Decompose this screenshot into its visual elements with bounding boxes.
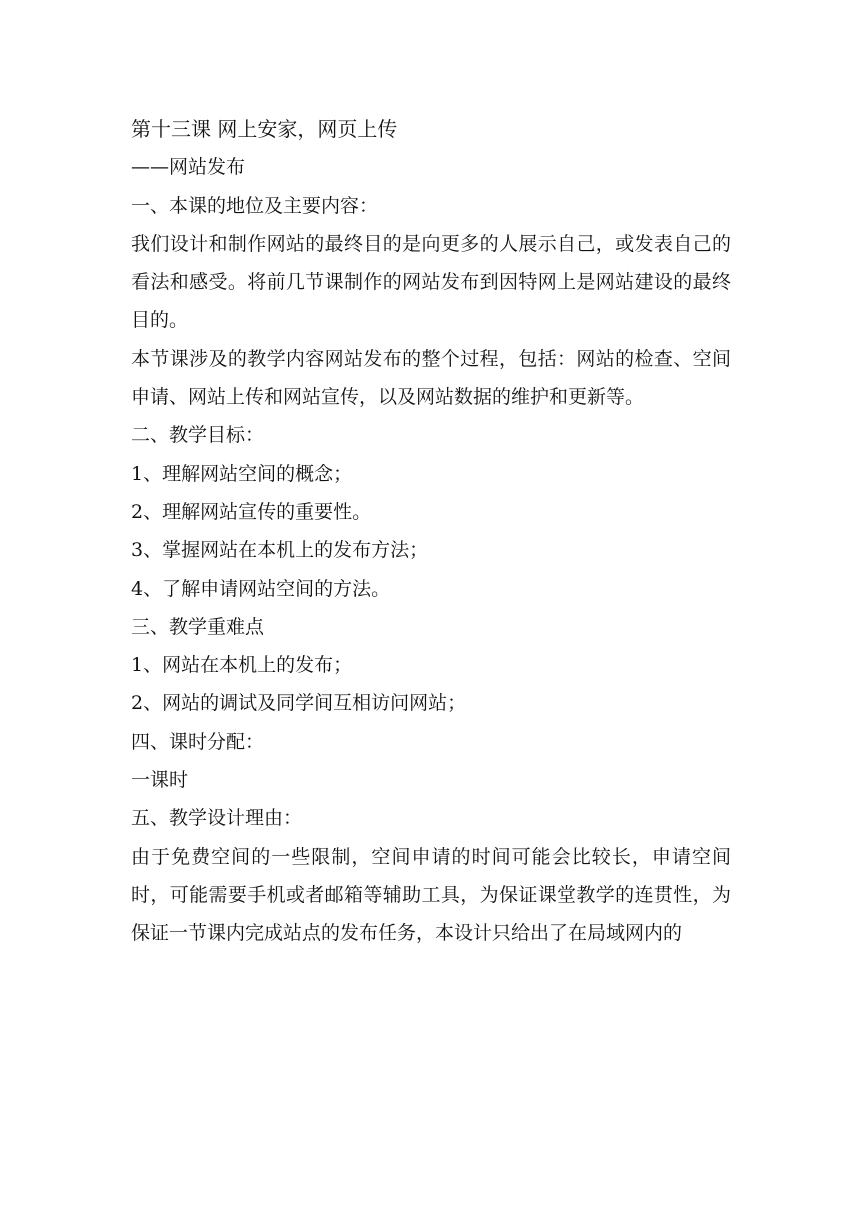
section-heading-2: 二、教学目标： — [131, 424, 265, 447]
section-heading-1: 一、本课的地位及主要内容： — [131, 194, 379, 217]
objective-item: 1、理解网站空间的概念； — [131, 462, 353, 485]
section-4-body: 一课时 — [131, 769, 189, 792]
section-heading-5: 五、教学设计理由： — [131, 807, 303, 830]
section-1-paragraph-1: 我们设计和制作网站的最终目的是向更多的人展示自己，或发表自己的看法和感受。将前几节课制作的网站发布到因特网上是网站建设的最终目的。 — [131, 232, 731, 332]
document-body — [131, 110, 731, 953]
key-point-item: 2、网站的调试及同学间互相访问网站； — [131, 692, 467, 715]
key-point-item: 1、网站在本机上的发布； — [131, 654, 353, 677]
objective-item: 4、了解申请网站空间的方法。 — [131, 577, 391, 600]
section-5-paragraph: 由于免费空间的一些限制，空间申请的时间可能会比较长，申请空间时，可能需要手机或者邮箱等辅助工具，为保证课堂教学的连贯性，为保证一节课内完成站点的发布任务，本设计只给出了在局域网内的 — [131, 845, 731, 945]
lesson-title: 第十三课 网上安家，网页上传 — [131, 117, 398, 141]
objective-item: 2、理解网站宣传的重要性。 — [131, 500, 372, 523]
section-heading-3: 三、教学重难点 — [131, 615, 265, 638]
section-heading-4: 四、课时分配： — [131, 730, 265, 753]
lesson-subtitle: ——网站发布 — [131, 156, 246, 179]
objective-item: 3、掌握网站在本机上的发布方法； — [131, 539, 429, 562]
section-1-paragraph-2: 本节课涉及的教学内容网站发布的整个过程，包括：网站的检查、空间申请、网站上传和网站宣传，以及网站数据的维护和更新等。 — [131, 347, 731, 409]
